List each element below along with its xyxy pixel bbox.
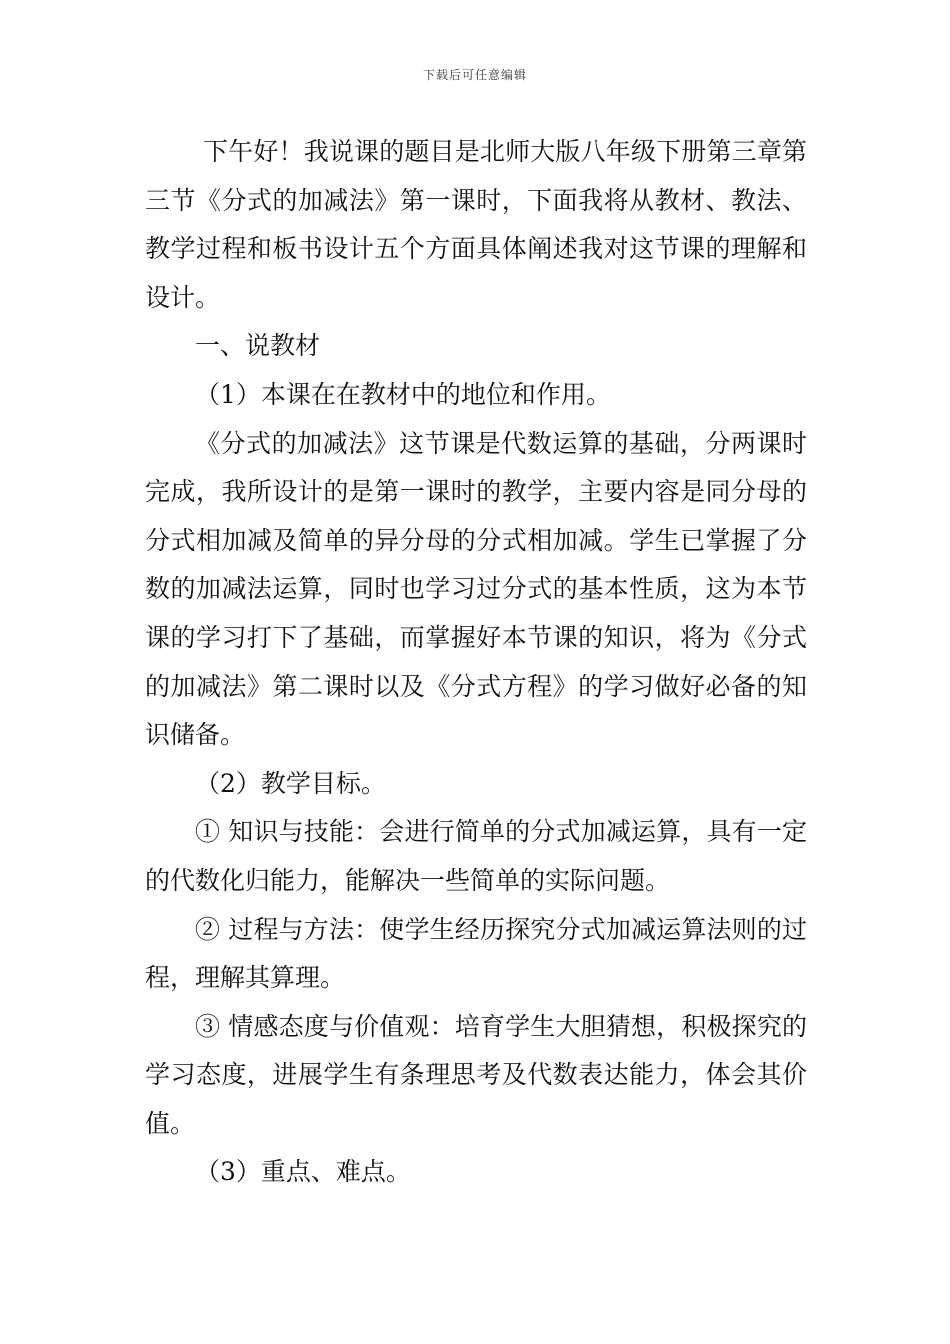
goal-emotion-values: ③ 情感态度与价值观：培育学生大胆猜想，积极探究的学习态度，进展学生有条理思考及代数表达能力，体会其价值。 <box>145 1011 807 1138</box>
page-header: 下载后可任意编辑 <box>422 68 527 82</box>
section-heading-textbook: 一、说教材 <box>195 331 321 361</box>
subheading-teaching-goals: （2）教学目标。 <box>195 768 386 798</box>
position-role-paragraph: 《分式的加减法》这节课是代数运算的基础，分两课时完成，我所设计的是第一课时的教学，主要内容是同分母的分式相加减及简单的异分母的分式相加减。学生已掌握了分数的加减法运算，同时也学习过分式的基本性质，这为本节课的学习打下了基础，而掌握好本节课的知识，将为《分式的加减法》第二课时以及《分式方程》的学习做好必备的知识储备。 <box>145 428 807 750</box>
document-body <box>145 128 807 1197</box>
intro-paragraph: 下午好！我说课的题目是北师大版八年级下册第三章第三节《分式的加减法》第一课时，下面我将从教材、教法、教学过程和板书设计五个方面具体阐述我对这节课的理解和设计。 <box>145 137 807 312</box>
subheading-position-role: （1）本课在在教材中的地位和作用。 <box>195 379 611 409</box>
subheading-key-difficult-points: （3）重点、难点。 <box>195 1157 411 1187</box>
goal-knowledge-skills: ① 知识与技能：会进行简单的分式加减运算，具有一定的代数化归能力，能解决一些简单的实际问题。 <box>145 817 807 895</box>
goal-process-methods: ② 过程与方法：使学生经历探究分式加减运算法则的过程，理解其算理。 <box>145 914 807 993</box>
